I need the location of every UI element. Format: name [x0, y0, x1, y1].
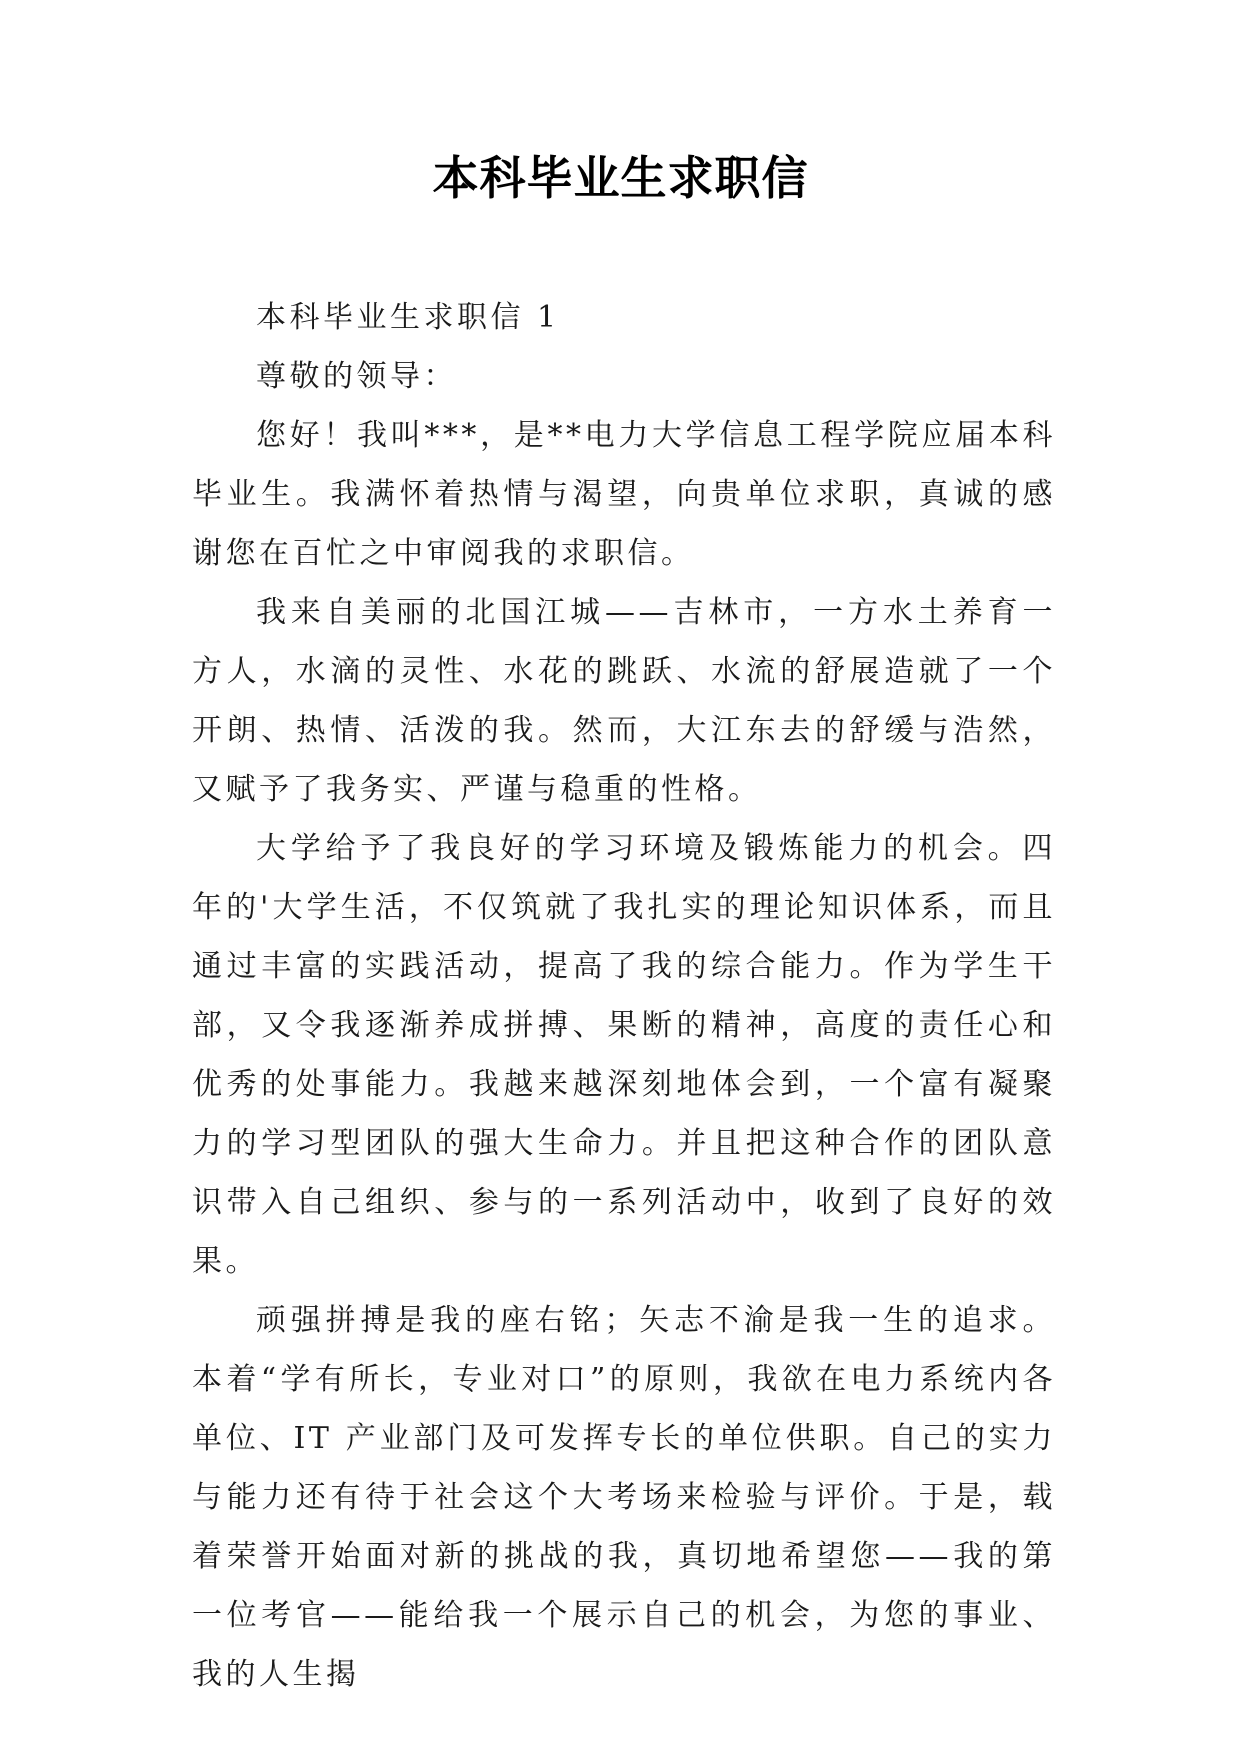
document-body [192, 288, 1056, 1704]
paragraph-hometown: 我来自美丽的北国江城——吉林市，一方水土养育一方人，水滴的灵性、水花的跳跃、水流的舒展造就了一个开朗、热情、活泼的我。然而，大江东去的舒缓与浩然，又赋予了我务实、严谨与稳重的性格。 [192, 595, 1056, 807]
paragraph-university: 大学给予了我良好的学习环境及锻炼能力的机会。四年的'大学生活，不仅筑就了我扎实的理论知识体系，而且通过丰富的实践活动，提高了我的综合能力。作为学生干部，又令我逐渐养成拼搏、果断的精神，高度的责任心和优秀的处事能力。我越来越深刻地体会到，一个富有凝聚力的学习型团队的强大生命力。并且把这种合作的团队意识带入自己组织、参与的一系列活动中，收到了良好的效果。 [192, 831, 1056, 1279]
letter-subtitle: 本科毕业生求职信 1 [256, 300, 560, 335]
document-title: 本科毕业生求职信 [432, 151, 809, 205]
paragraph-motto: 顽强拼搏是我的座右铭；矢志不渝是我一生的追求。本着“学有所长，专业对口”的原则，我欲在电力系统内各单位、IT 产业部门及可发挥专长的单位供职。自己的实力与能力还有待于社会这个大考场来检验与评价。于是，载着荣誉开始面对新的挑战的我，真切地希望您——我的第一位考官——能给我一个展示自己的机会，为您的事业、我的人生揭 [192, 1303, 1056, 1692]
letter-salutation: 尊敬的领导： [256, 359, 457, 394]
paragraph-greeting: 您好！我叫***，是**电力大学信息工程学院应届本科毕业生。我满怀着热情与渴望，向贵单位求职，真诚的感谢您在百忙之中审阅我的求职信。 [192, 418, 1056, 571]
